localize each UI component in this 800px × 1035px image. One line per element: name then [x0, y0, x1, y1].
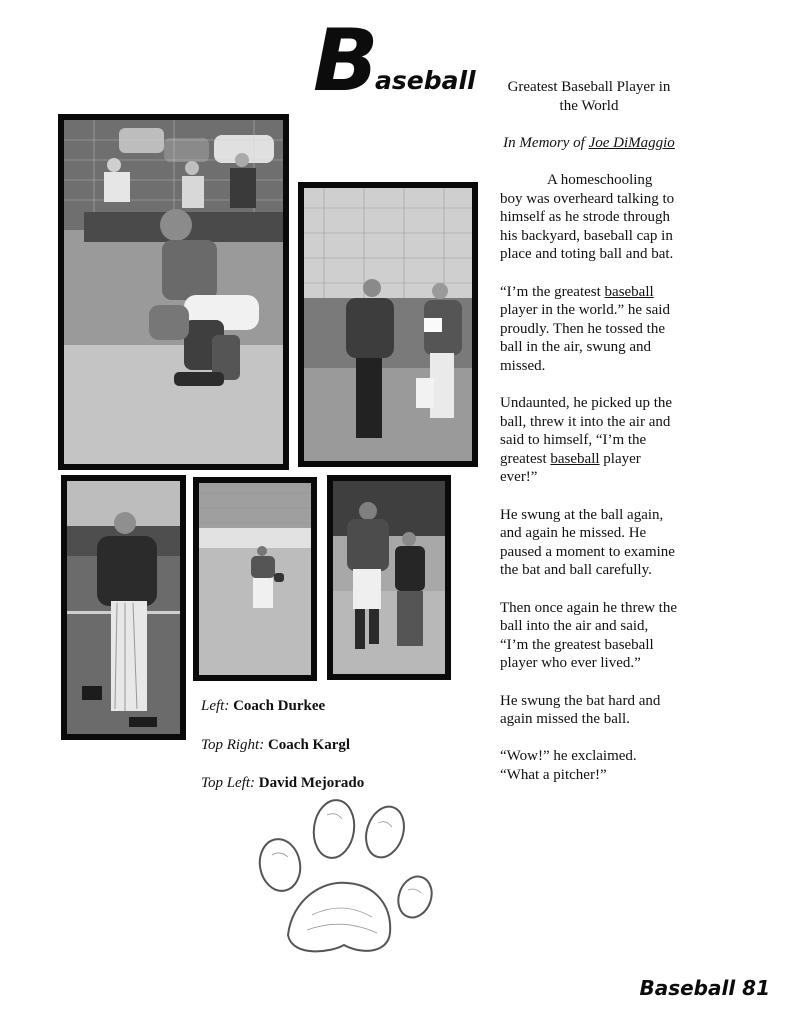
- photo-coaches: [298, 182, 478, 467]
- memorial-line: In Memory of Joe DiMaggio: [503, 134, 675, 151]
- paragraph-4: He swung at the ball again, and again he missed. He paused a moment to examine the bat and ball carefully.: [500, 506, 675, 579]
- paragraph-6: He swung the bat hard and again missed the ball.: [500, 692, 661, 728]
- paragraph-1: A homeschooling boy was overheard talking to himself as he strode through his backyard, baseball cap in place and toting ball and bat.: [500, 171, 675, 263]
- photo-fielder: [193, 477, 317, 681]
- paragraph-5: Then once again he threw the ball into the air and said, “I’m the greatest baseball player who ever lived.”: [500, 599, 678, 672]
- paragraph-2: “I’m the greatest baseball player in the world.” he said proudly. Then he tossed the ball in the air, swung and missed.: [500, 283, 670, 374]
- photo-catcher: [58, 114, 289, 470]
- paragraph-3: Undaunted, he picked up the ball, threw it into the air and said to himself, “I’m the greatest baseball player ever!”: [500, 395, 673, 486]
- caption-top-right: Top Right: Coach Kargl: [201, 737, 351, 753]
- photo-player-and-coach: [327, 475, 451, 680]
- page-title: [313, 11, 483, 114]
- paragraph-7: “Wow!” he exclaimed. “What a pitcher!”: [500, 748, 637, 783]
- article-heading: Greatest Baseball Player in the World: [507, 79, 671, 114]
- page-footer: Baseball 81: [639, 976, 770, 1000]
- photo-coach-durkee: [61, 475, 186, 740]
- title-initial: B: [313, 11, 379, 111]
- article-column: [500, 78, 678, 803]
- caption-top-left: Top Left: David Mejorado: [201, 775, 365, 791]
- title-rest: aseball: [375, 66, 476, 95]
- caption-left: Left: Coach Durkee: [201, 698, 326, 714]
- paw-print-icon: [252, 795, 442, 960]
